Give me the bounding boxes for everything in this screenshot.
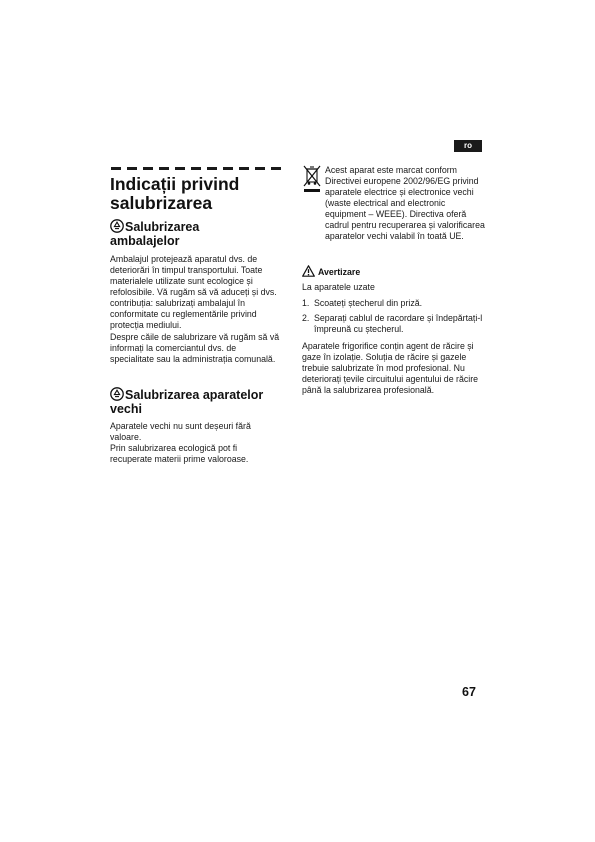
step-number: 2. — [302, 313, 310, 323]
recycle-icon — [110, 219, 124, 233]
weee-notice: Acest aparat este marcat conform Directivei europene 2002/96/EG privind aparatele electrice și electronice vechi (waste electrical and electronic equipment – WEEE). Directiva oferă cadrul pentru recuperarea și valorificarea aparatelor vechi valabil în toată UE. — [325, 165, 485, 241]
old-appliances-heading — [110, 387, 295, 416]
crossed-bin-icon — [303, 165, 321, 193]
warning-heading — [302, 262, 482, 276]
warning-intro: La aparatele uzate — [302, 282, 375, 292]
packaging-heading-line-1: Salubrizarea — [125, 220, 200, 234]
step-number: 1. — [302, 298, 310, 308]
section-title — [110, 175, 290, 213]
packaging-heading-line-2: ambalajelor — [110, 234, 180, 248]
old-appliances-heading-line-1: Salubrizarea aparatelor — [125, 388, 264, 402]
list-item — [302, 298, 484, 309]
packaging-heading — [110, 219, 295, 248]
old-appliances-paragraphs — [110, 421, 280, 465]
step-text: Scoateți ștecherul din priză. — [314, 298, 423, 308]
old-appliances-paragraph-2: Prin salubrizarea ecologică pot fi recuperate materii prime valoroase. — [110, 443, 249, 464]
section-divider — [111, 167, 283, 170]
list-item — [302, 313, 484, 335]
packaging-paragraph-1: Ambalajul protejează aparatul dvs. de deteriorări în timpul transportului. Toate materialele utilizate sunt ecologice și refolosibile. Vă rugăm să vă aduceți și dvs. contribuția: salubrizați ambalajul în conformitate cu reglementările privind protecția mediului. — [110, 254, 277, 330]
step-text: Separați cablul de racordare și îndepărtați-l împreună cu ștecherul. — [314, 313, 483, 334]
old-appliances-heading-line-2: vechi — [110, 402, 142, 416]
packaging-paragraph-2: Despre căile de salubrizare vă rugăm să vă informați la comerciantul dvs. de specialitate sau la administrația comunală. — [110, 332, 280, 364]
warning-steps — [302, 298, 484, 339]
section-title-line-2: salubrizarea — [110, 193, 213, 213]
language-tab: ro — [454, 140, 482, 152]
page-number: 67 — [462, 685, 476, 699]
warning-icon — [302, 265, 315, 277]
section-title-line-1: Indicații privind — [110, 174, 240, 194]
old-appliances-paragraph-1: Aparatele vechi nu sunt deșeuri fără valoare. — [110, 421, 251, 442]
recycle-icon — [110, 387, 124, 401]
warning-label: Avertizare — [318, 267, 361, 277]
warning-closing: Aparatele frigorifice conțin agent de răcire și gaze în izolație. Soluția de răcire și gazele trebuie salubrizate în mod profesional. Nu deteriorați țevile circuitului agentului de răcire până la salubrizarea profesională. — [302, 341, 479, 395]
